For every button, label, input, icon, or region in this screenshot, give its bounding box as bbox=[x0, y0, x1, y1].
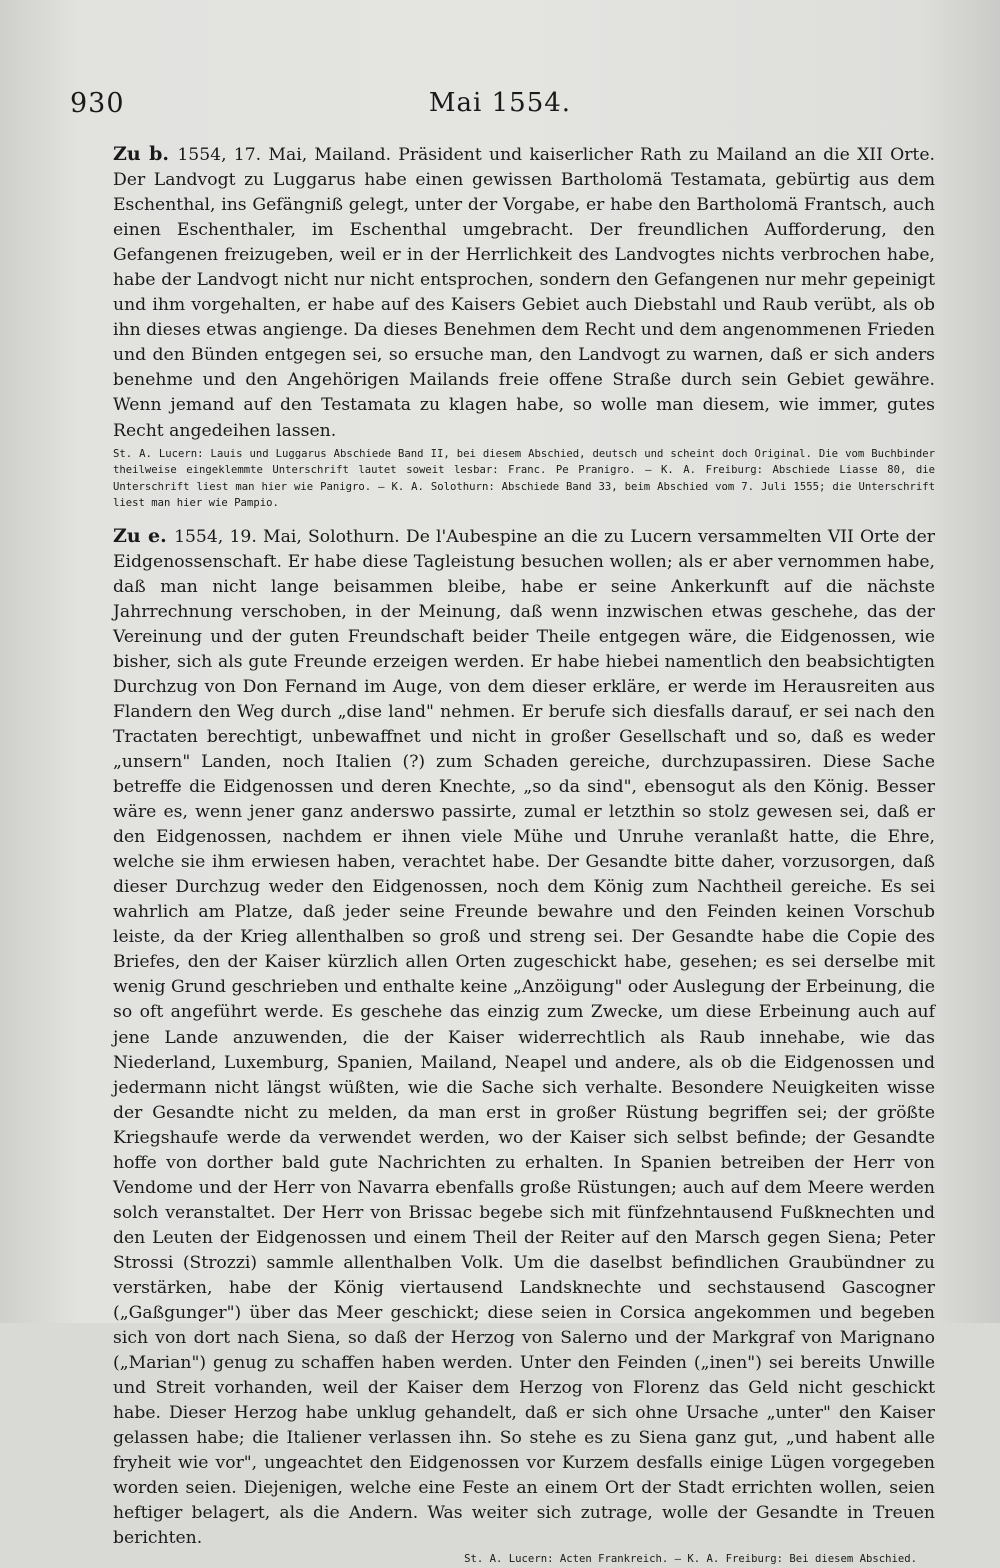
entry-paragraph bbox=[113, 142, 935, 444]
page-header bbox=[70, 88, 930, 128]
entry-text: 1554, 19. Mai, Solothurn. De l'Aubespine an die zu Lucern versammelten VII Orte der Eidgenossenschaft. Er habe diese Tagleistung besuchen wollen; als er aber vernommen habe, daß man nicht lange beisammen bleibe, habe er seine Ankerkunft auf die nächste Jahrrechnung verschoben, in der Meinung, daß wenn inzwischen etwas geschehe, das der Vereinung und der guten Freundschaft beider Theile entgegen wäre, die Eidgenossen, wie bisher, sich als gute Freunde erzeigen werden. Er habe hiebei namentlich den beabsichtigten Durchzug von Don Fernand im Auge, von dem dieser erkläre, er werde im Herausreiten aus Flandern den Weg durch „dise land" nehmen. Er berufe sich diesfalls darauf, er sei nach den Tractaten berechtigt, unbewaffnet und nicht in großer Gesellschaft und so, daß es weder „unsern" Landen, noch Italien (?) zum Schaden gereiche, durchzupassiren. Diese Sache betreffe die Eidgenossen und deren Knechte, „so da sind", ebensogut als den König. Besser wäre es, wenn jener ganz anderswo passirte, zumal er letzthin so stolz gewesen sei, daß er den Eidgenossen, nachdem er ihnen viele Mühe und Unruhe veranlaßt hatte, die Ehre, welche sie ihm erwiesen haben, verachtet habe. Der Gesandte bitte daher, vorzusorgen, daß dieser Durchzug weder den Eidgenossen, noch dem König zum Nachtheil gereiche. Es sei wahrlich am Platze, daß jeder seine Freunde bewahre und den Feinden keinen Vorschub leiste, da der Krieg allenthalben so groß und streng sei. Der Gesandte habe die Copie des Briefes, den der Kaiser kürzlich allen Orten zugeschickt habe, gesehen; es sei derselbe mit wenig Grund geschrieben und enthalte keine „Anzöigung" oder Auslegung der Erbeinung, die so oft angeführt werde. Es geschehe das einzig zum Zwecke, um diese Erbeinung auch auf jene Lande anzuwenden, die der Kaiser widerrechtlich als Raub innehabe, wie das Niederland, Luxemburg, Spanien, Mailand, Neapel und andere, als ob die Eidgenossen und jedermann nicht längst wüßten, wie die Sache sich verhalte. Besondere Neuigkeiten wisse der Gesandte nicht zu melden, da man erst in großer Rüstung begriffen sei; der größte Kriegshaufe werde da verwendet werden, wo der Kaiser sich selbst befinde; der Gesandte hoffe von dorther bald gute Nachrichten zu erhalten. In Spanien betreiben der Herr von Vendome und der Herr von Navarra ebenfalls große Rüstungen; auch auf dem Meere werden solch veranstaltet. Der Herr von Brissac begebe sich mit fünfzehntausend Fußknechten und den Leuten der Eidgenossen und einem Theil der Reiter auf den Marsch gegen Siena; Peter Strossi (Strozzi) sammle allenthalben Volk. Um die daselbst befindlichen Graubündner zu verstärken, habe der König viertausend Landsknechte und sechstausend Gascogner („Gaßgunger") über das Meer geschickt; diese seien in Corsica angekommen und begeben sich von dort nach Siena, so daß der Herzog von Salerno und der Markgraf von Marignano („Marian") genug zu schaffen haben werden. Unter den Feinden („inen") sei bereits Unwille und Streit vorhanden, weil der Kaiser dem Herzog von Florenz das Geld nicht geschickt habe. Dieser Herzog habe unklug gehandelt, daß er sich ohne Ursache „unter" den Kaiser gelassen habe; die Italiener verlassen ihn. So stehe es zu Siena ganz gut, „und habent alle fryheit wie vor", ungeachtet den Eidgenossen vor Kurzem desfalls einige Lügen vorgegeben worden seien. Diejenigen, welche eine Feste an einem Ort der Stadt errichten wollen, seien heftiger belagert, als die Andern. Was weiter sich zutrage, wolle der Gesandte in Treuen berichten. bbox=[113, 526, 935, 1549]
entry-lead: Zu e. bbox=[113, 524, 175, 547]
source-note: St. A. Lucern: Lauis und Luggarus Abschiede Band II, bei diesem Abschied, deutsch und scheint doch Original. Die vom Buchbinder theilweise eingeklemmte Unterschrift lautet soweit lesbar: Franc. Pe Pranigro. — K. A. Freiburg: Abschiede Liasse 80, die Unterschrift liest man hier wie Panigro. — K. A. Solothurn: Abschiede Band 33, beim Abschied vom 7. Juli 1555; die Unterschrift liest man hier wie Pampio. bbox=[113, 447, 935, 510]
entry-lead: Zu b. bbox=[113, 143, 178, 165]
page-body bbox=[113, 142, 935, 1568]
entry-paragraph bbox=[113, 524, 935, 1552]
source-note: St. A. Lucern: Acten Frankreich. — K. A. Freiburg: Bei diesem Abschied. bbox=[464, 1553, 917, 1566]
running-title: Mai 1554. bbox=[428, 88, 572, 118]
page-number: 930 bbox=[70, 88, 125, 119]
entry-text: 1554, 17. Mai, Mailand. Präsident und kaiserlicher Rath zu Mailand an die XII Orte. Der Landvogt zu Luggarus habe einen gewissen Bartholomä Testamata, gebürtig aus dem Eschenthal, ins Gefängniß gelegt, unter der Vorgabe, er habe den Bartholomä Frantsch, auch einen Eschenthaler, im Eschenthal umgebracht. Der freundlichen Aufforderung, den Gefangenen freizugeben, weil er in der Herrlichkeit des Landvogtes nichts verbrochen habe, habe der Landvogt nicht nur nicht entsprochen, sondern den Gefangenen nur mehr gepeinigt und ihm vorgehalten, er habe auf des Kaisers Gebiet auch Diebstahl und Raub verübt, als ob ihn dieses etwas angienge. Da dieses Benehmen dem Recht und dem angenommenen Frieden und den Bünden entgegen sei, so ersuche man, den Landvogt zu warnen, daß er sich anders benehme und den Angehörigen Mailands freie offene Straße durch sein Gebiet gewähre. Wenn jemand auf den Testamata zu klagen habe, so wolle man diesem, wie immer, gutes Recht angedeihen lassen. bbox=[113, 145, 935, 441]
